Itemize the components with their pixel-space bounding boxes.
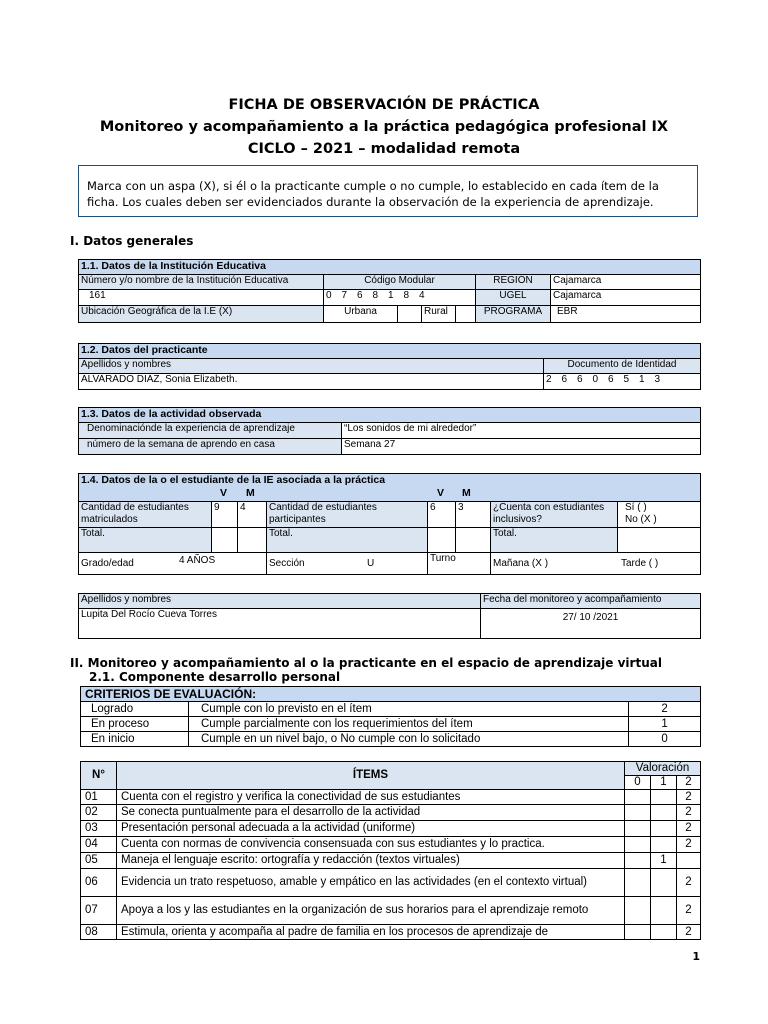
item-v0: [625, 869, 651, 897]
institution-name-header: Número y/o nombre de la Institución Educativa: [79, 275, 324, 290]
item-v0: [625, 821, 651, 837]
program-value: EBR: [551, 306, 701, 323]
participants-label: Cantidad de estudiantes participantes: [267, 502, 428, 528]
practicante-table: [78, 343, 701, 390]
valoracion-2: 2: [677, 776, 701, 790]
table-row: [81, 853, 701, 869]
section-cell: Sección U: [267, 553, 428, 575]
shift-label: Turno: [428, 553, 491, 575]
item-number: 08: [81, 925, 117, 940]
grade-cell: Grado/edad 4 AÑOS: [79, 553, 267, 575]
form-subtitle: Monitoreo y acompañamiento a la práctica pedagógica profesional IX: [99, 119, 669, 135]
enrolled-total: Total.: [79, 528, 212, 553]
enrolled-m: 4: [238, 502, 267, 528]
item-text: Se conecta puntualmente para el desarrollo de la actividad: [117, 805, 625, 821]
item-v0: [625, 897, 651, 925]
item-number: 05: [81, 853, 117, 869]
criteria-desc: Cumple en un nivel bajo, o No cumple con lo solicitado: [189, 732, 629, 747]
ugel-value: Cajamarca: [551, 290, 701, 306]
criteria-title: CRITERIOS DE EVALUACIÓN:: [81, 687, 701, 702]
items-table: [80, 761, 701, 940]
enrolled-v: 9: [212, 502, 238, 528]
inclusive-label: ¿Cuenta con estudiantes inclusivos?: [491, 502, 618, 528]
urban-option: Urbana: [324, 306, 398, 323]
criteria-level: En proceso: [81, 717, 189, 732]
valoracion-header: Valoración: [625, 762, 701, 776]
item-v2: 2: [677, 790, 701, 805]
item-text: Evidencia un trato respetuoso, amable y empático en las actividades (en el contexto virtual): [117, 869, 625, 897]
item-number: 02: [81, 805, 117, 821]
location-label: Ubicación Geográfica de la I.E (X): [79, 306, 324, 323]
region-value: Cajamarca: [551, 275, 701, 290]
table-row: [81, 837, 701, 853]
practicante-doc-digits: 2 6 6 0 6 5 1 3: [544, 374, 701, 390]
item-v2: 2: [677, 869, 701, 897]
criteria-desc: Cumple parcialmente con los requerimientos del ítem: [189, 717, 629, 732]
items-header: ÍTEMS: [117, 762, 625, 790]
item-text: Estimula, orienta y acompaña al padre de familia en los procesos de aprendizaje de: [117, 925, 625, 940]
students-title: 1.4. Datos de la o el estudiante de la IE asociada a la práctica V M V M: [79, 474, 701, 502]
item-number: 06: [81, 869, 117, 897]
practicante-doc-header: Documento de Identidad: [544, 359, 701, 374]
enrolled-label: Cantidad de estudiantes matriculados: [79, 502, 212, 528]
students-table: [78, 473, 701, 575]
form-cycle: CICLO – 2021 – modalidad remota: [247, 141, 521, 157]
criteria-value: 2: [629, 702, 701, 717]
item-v1: [651, 821, 677, 837]
participants-total: Total.: [267, 528, 428, 553]
monitor-table: [78, 593, 701, 639]
item-v2: 2: [677, 805, 701, 821]
table-row: [81, 790, 701, 805]
item-text: Apoya a los y las estudiantes en la organización de sus horarios para el aprendizaje remoto: [117, 897, 625, 925]
item-number: 07: [81, 897, 117, 925]
inclusive-options: Sí ( ) No (X ): [618, 502, 701, 528]
item-v0: [625, 790, 651, 805]
code-header: Código Modular: [324, 275, 476, 290]
item-text: Cuenta con normas de convivencia consensuada con sus estudiantes y lo practica.: [117, 837, 625, 853]
monitor-date: 27/ 10 /2021: [481, 609, 701, 639]
week-value: Semana 27: [342, 439, 701, 455]
practicante-title: 1.2. Datos del practicante: [79, 344, 701, 359]
experience-label: Denominaciónde la experiencia de aprendizaje: [79, 423, 342, 439]
monitor-names-header: Apellidos y nombres: [79, 594, 481, 609]
section2-subheading: 2.1. Componente desarrollo personal: [89, 670, 341, 684]
institution-title: 1.1. Datos de la Institución Educativa: [79, 260, 701, 275]
participants-v: 6: [428, 502, 456, 528]
table-row: [81, 805, 701, 821]
criteria-value: 0: [629, 732, 701, 747]
instructions-box: Marca con un aspa (X), si él o la practicante cumple o no cumple, lo establecido en cada ítem de la ficha. Los cuales deben ser evidenciados durante la observación de la experiencia de aprendizaje.: [78, 165, 698, 217]
item-v1: [651, 869, 677, 897]
item-v1: [651, 790, 677, 805]
valoracion-0: 0: [625, 776, 651, 790]
item-number: 04: [81, 837, 117, 853]
items-num-header: N°: [81, 762, 117, 790]
program-label: PROGRAMA: [476, 306, 551, 323]
item-number: 03: [81, 821, 117, 837]
region-label: REGIÓN: [476, 275, 551, 290]
institution-number: 161: [79, 290, 324, 306]
criteria-desc: Cumple con lo previsto en el ítem: [189, 702, 629, 717]
item-v2: 2: [677, 925, 701, 940]
participants-m: 3: [456, 502, 491, 528]
item-v1: [651, 805, 677, 821]
section2-heading: II. Monitoreo y acompañamiento al o la practicante en el espacio de aprendizaje virtual: [70, 656, 662, 670]
activity-title: 1.3. Datos de la actividad observada: [79, 408, 701, 423]
monitor-name: Lupita Del Rocío Cueva Torres: [79, 609, 481, 639]
shift-options: Mañana (X ) Tarde ( ): [491, 553, 701, 575]
item-text: Cuenta con el registro y verifica la conectividad de sus estudiantes: [117, 790, 625, 805]
ugel-label: UGEL: [476, 290, 551, 306]
page-number: 1: [692, 950, 700, 963]
code-digits: 0 7 6 8 1 8 4: [324, 290, 476, 306]
practicante-name: ALVARADO DIAZ, Sonia Elizabeth.: [79, 374, 544, 390]
form-title: FICHA DE OBSERVACIÓN DE PRÁCTICA: [228, 97, 540, 113]
item-v0: [625, 805, 651, 821]
inclusive-total: Total.: [491, 528, 618, 553]
criteria-table: [80, 686, 701, 747]
item-v1: 1: [651, 853, 677, 869]
item-v1: [651, 837, 677, 853]
criteria-level: En inicio: [81, 732, 189, 747]
rural-option: Rural: [422, 306, 456, 323]
table-row: [81, 869, 701, 897]
item-number: 01: [81, 790, 117, 805]
week-label: número de la semana de aprendo en casa: [79, 439, 342, 455]
item-v1: [651, 897, 677, 925]
item-v2: 2: [677, 821, 701, 837]
activity-table: [78, 407, 701, 455]
item-text: Presentación personal adecuada a la actividad (uniforme): [117, 821, 625, 837]
item-v0: [625, 837, 651, 853]
item-v1: [651, 925, 677, 940]
item-v2: 2: [677, 837, 701, 853]
table-row: [81, 897, 701, 925]
section1-heading: I. Datos generales: [70, 234, 194, 248]
monitor-date-header: Fecha del monitoreo y acompañamiento: [481, 594, 701, 609]
practicante-names-header: Apellidos y nombres: [79, 359, 544, 374]
item-v0: [625, 853, 651, 869]
item-text: Maneja el lenguaje escrito: ortografía y redacción (textos virtuales): [117, 853, 625, 869]
table-row: [81, 821, 701, 837]
experience-value: “Los sonidos de mi alrededor”: [342, 423, 701, 439]
valoracion-1: 1: [651, 776, 677, 790]
item-v0: [625, 925, 651, 940]
institution-table: [78, 259, 701, 323]
table-row: [81, 925, 701, 940]
criteria-value: 1: [629, 717, 701, 732]
item-v2: 2: [677, 897, 701, 925]
criteria-level: Logrado: [81, 702, 189, 717]
item-v2: [677, 853, 701, 869]
